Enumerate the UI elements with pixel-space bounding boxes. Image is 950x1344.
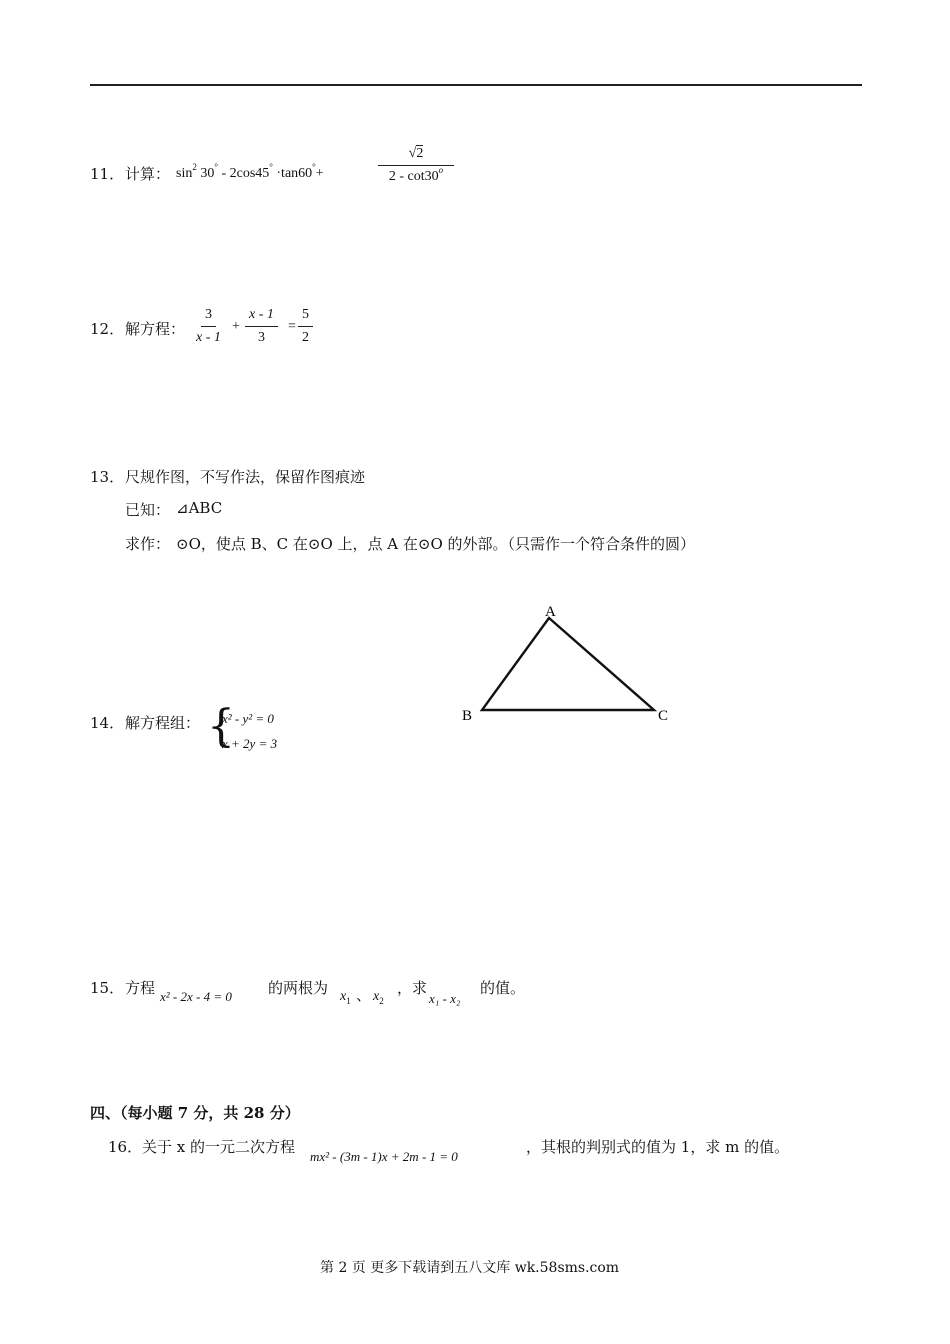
- fraction-numerator: 3: [201, 307, 216, 327]
- question-number: 15．: [90, 979, 125, 997]
- math-text: +: [315, 166, 324, 181]
- math-text: ·tan60: [272, 166, 313, 181]
- math-fraction: [378, 146, 454, 185]
- equation: x² - 2x - 4 = 0: [160, 989, 232, 1004]
- page-footer: 第 2 页 更多下载请到五八文库 wk.58sms.com: [320, 1260, 620, 1276]
- question-number: 11．: [90, 165, 125, 183]
- math-text: x: [373, 989, 380, 1004]
- vertex-label-a: A: [545, 604, 556, 620]
- math-fraction: [192, 307, 225, 346]
- math-text: - 2cos45: [217, 166, 270, 181]
- question-text: ，其根的判别式的值为 1，求 m 的值。: [526, 1138, 790, 1156]
- separator: 、: [356, 986, 372, 1004]
- section-heading: 四、（每小题 7 分，共 28 分）: [90, 1104, 300, 1122]
- question-number: 16．: [108, 1138, 143, 1156]
- math-superscript: o: [438, 165, 444, 175]
- math-fraction: [298, 307, 313, 346]
- header-rule: [90, 84, 862, 86]
- question-number: 12．: [90, 320, 125, 338]
- vertex-label-c: C: [658, 708, 669, 724]
- question-text: 的两根为: [268, 979, 329, 997]
- math-superscript: °: [312, 162, 316, 172]
- fraction-denominator: [385, 166, 447, 185]
- math-text: 2 - cot30: [388, 169, 439, 184]
- math-text: 30: [200, 166, 215, 181]
- equation: mx² - (3m - 1)x + 2m - 1 = 0: [310, 1149, 458, 1164]
- fraction-numerator: x - 1: [245, 307, 278, 327]
- equation-2: x + 2y = 3: [222, 736, 278, 751]
- task-label: 求作：: [125, 535, 171, 553]
- math-subscript: 1: [346, 996, 351, 1006]
- math-operator: +: [232, 319, 240, 334]
- root-2: [373, 989, 384, 1005]
- question-text: 关于 x 的一元二次方程: [142, 1138, 295, 1156]
- math-operator: =: [288, 319, 296, 334]
- question-label: 计算：: [125, 165, 171, 183]
- task-text: ⊙O，使点 B、C 在⊙O 上，点 A 在⊙O 的外部。（只需作一个符合条件的圆）: [176, 535, 696, 553]
- question-text: 的值。: [480, 979, 526, 997]
- question-number: 13．: [90, 468, 125, 486]
- fraction-denominator: x - 1: [196, 330, 221, 345]
- question-title: 尺规作图，不写作法，保留作图痕迹: [125, 468, 366, 486]
- math-fraction: [245, 307, 278, 346]
- math-superscript: °: [269, 162, 273, 172]
- question-number: 14．: [90, 714, 125, 732]
- question-label: 解方程组：: [125, 714, 201, 732]
- math-subscript: 2: [379, 996, 384, 1006]
- math-text: sin: [176, 166, 193, 181]
- given-text: ⊿ABC: [176, 499, 223, 517]
- equation-1: x² - y² = 0: [222, 711, 274, 726]
- expression: x₁ - x₂: [429, 991, 461, 1006]
- question-text: ，求: [397, 979, 428, 997]
- math-text: x: [340, 989, 347, 1004]
- given-label: 已知：: [125, 501, 171, 519]
- fraction-denominator: 2: [302, 330, 309, 345]
- vertex-label-b: B: [462, 708, 473, 724]
- question-label: 解方程：: [125, 320, 186, 338]
- question-label: 方程: [125, 979, 156, 997]
- radical-sign: √: [408, 146, 417, 161]
- math-expression: [176, 162, 324, 182]
- triangle-abc-figure: [440, 595, 690, 735]
- math-superscript: °: [214, 162, 218, 172]
- math-superscript: 2: [192, 162, 197, 172]
- fraction-numerator: 5: [298, 307, 313, 327]
- triangle-abc: [482, 618, 654, 710]
- root-1: [340, 989, 351, 1005]
- radicand: 2: [416, 146, 424, 161]
- fraction-numerator: [378, 146, 454, 166]
- fraction-denominator: 3: [257, 330, 265, 345]
- system-brace: {: [207, 701, 235, 752]
